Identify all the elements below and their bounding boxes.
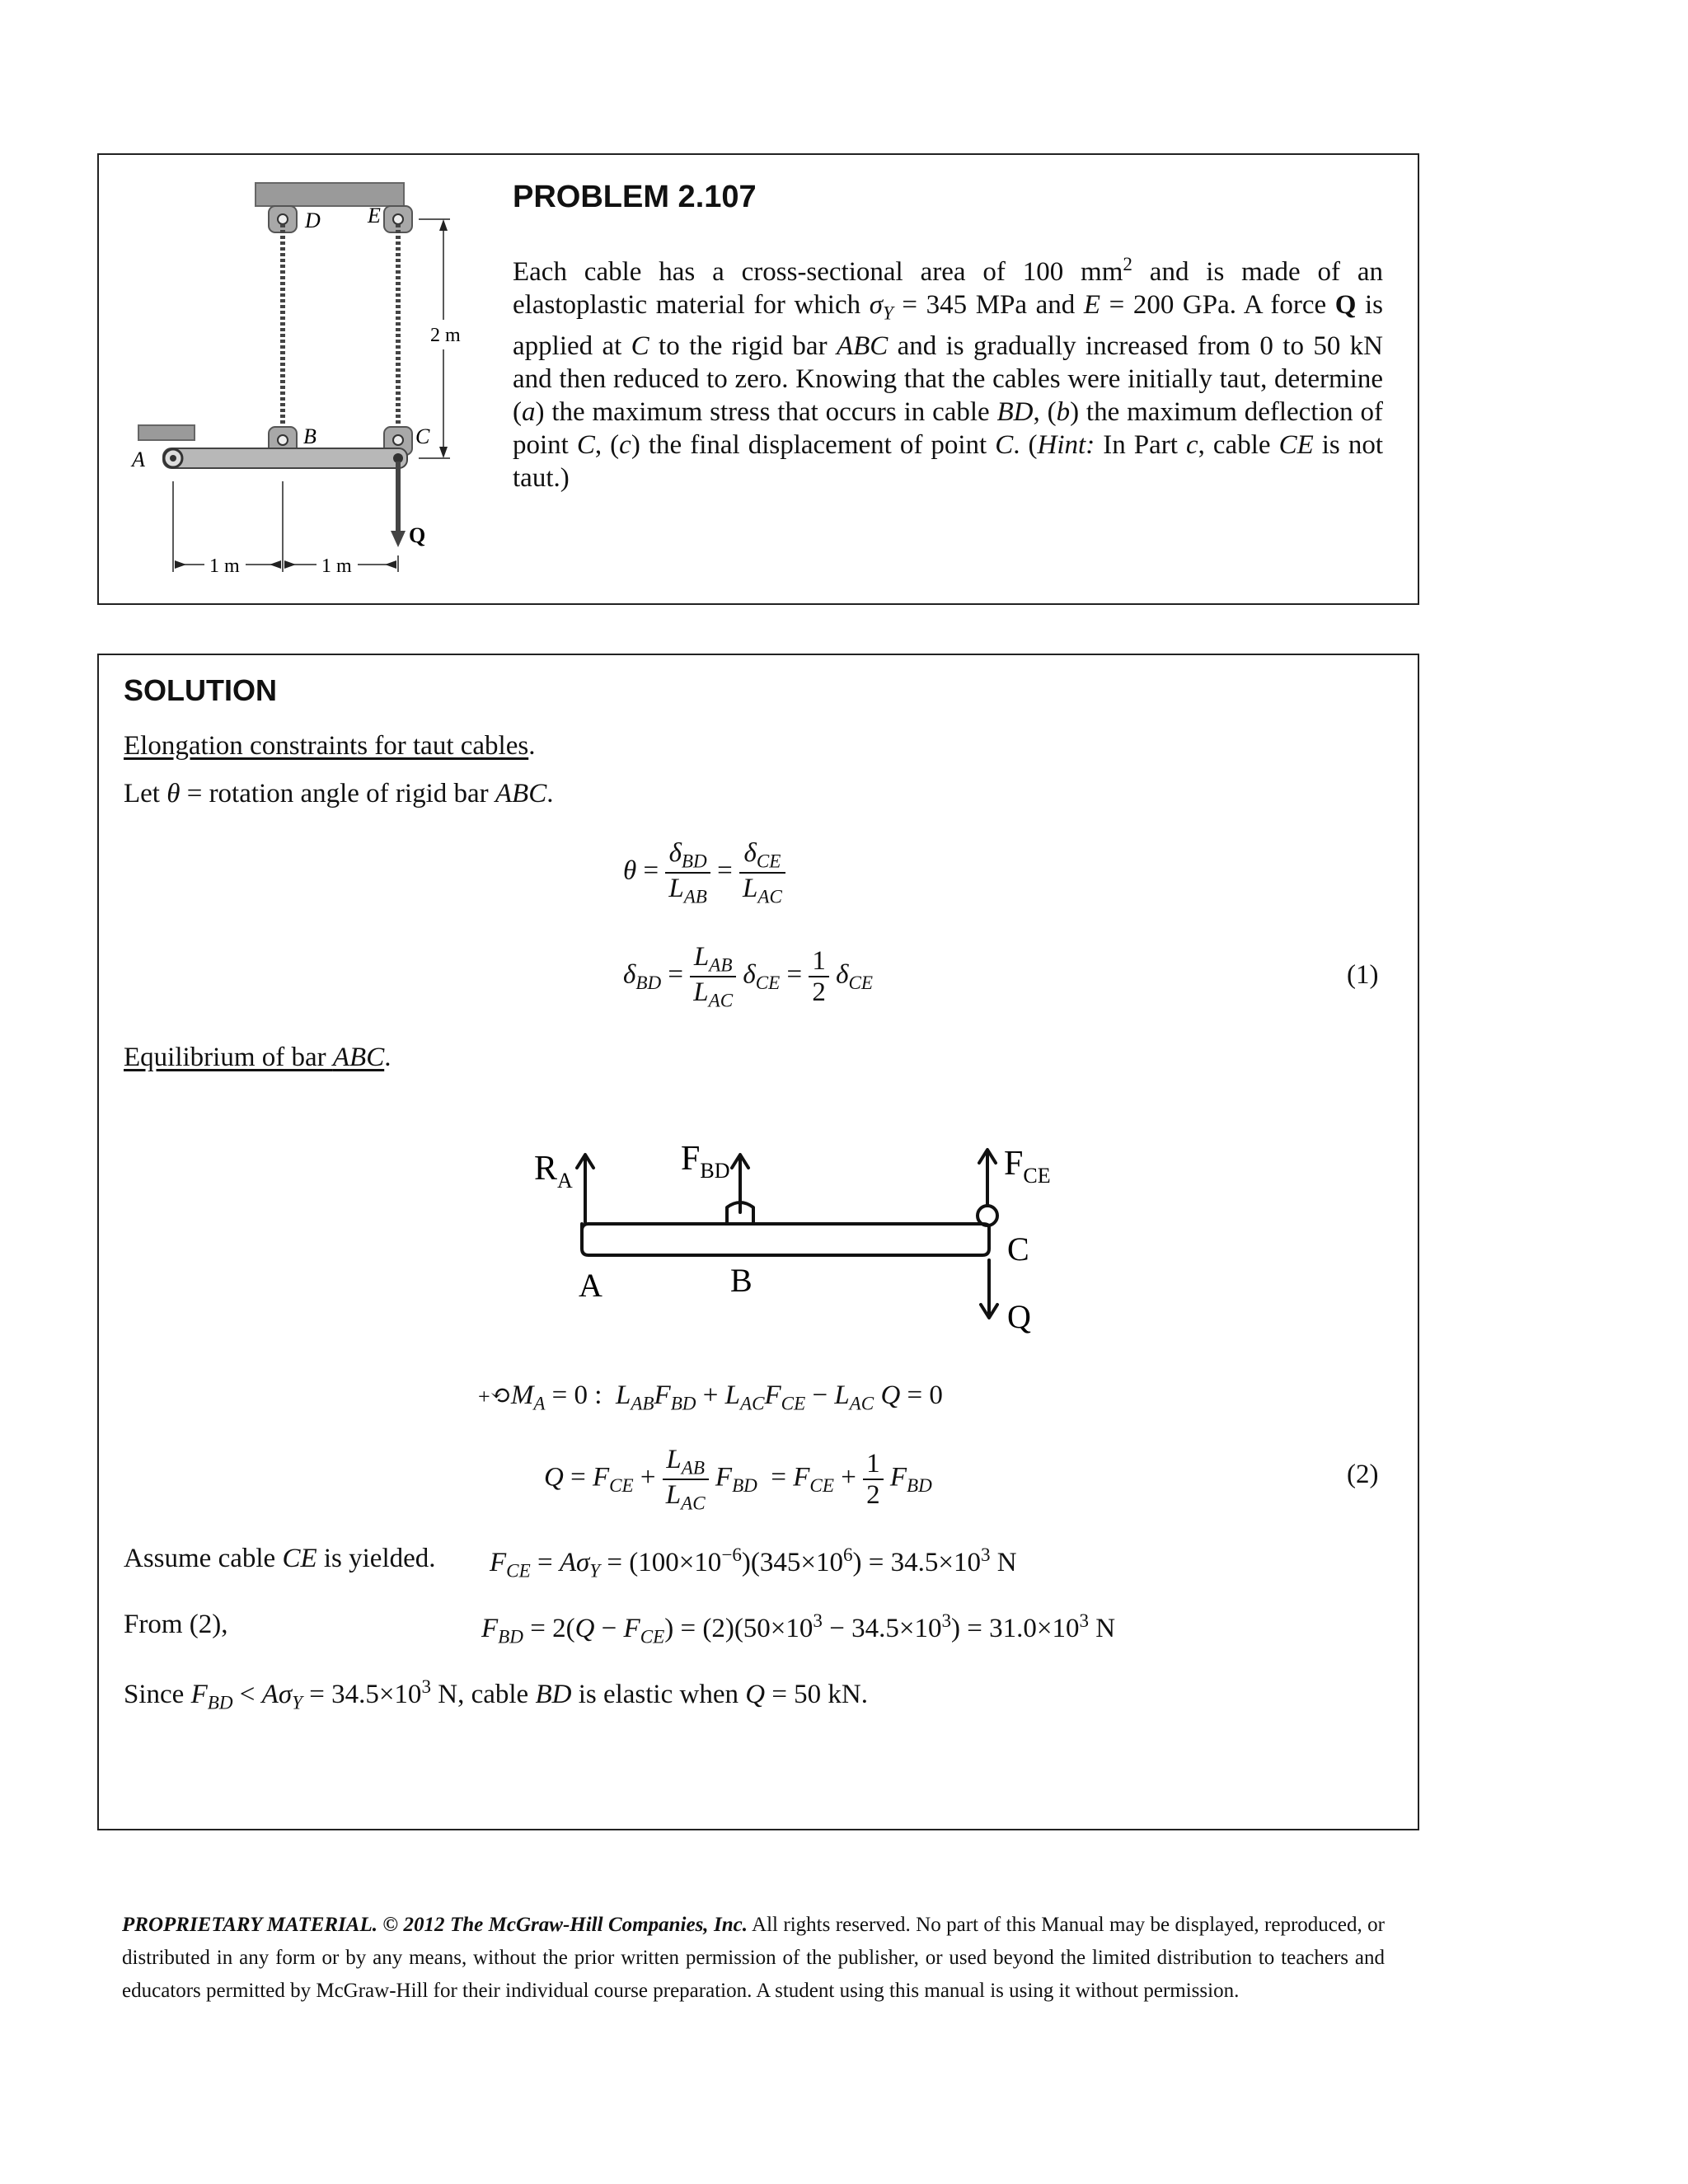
stmt-p1: Each cable has a cross-sectional area of 100 mm xyxy=(513,257,1123,287)
label-C: C xyxy=(415,424,430,448)
stmt-C3: C xyxy=(995,429,1014,460)
fbd-ra: $R_A$ xyxy=(534,1150,573,1193)
stmt-p4: = 200 GPa. A force xyxy=(1100,290,1335,320)
solution-box xyxy=(97,654,1419,1830)
equilibrium-heading: Equilibrium of bar xyxy=(124,1043,333,1072)
eq-theta: θ = $\frac{\delta_{BD}}{L_{AB}}$ = $\frac{\delta_{CE}}{L_{AC}}$ xyxy=(623,838,785,907)
stmt-E: E xyxy=(1083,290,1101,320)
free-body-diagram xyxy=(528,1140,1121,1346)
since-4: = 50 kN. xyxy=(765,1680,869,1709)
stmt-p12: ) the final displacement of point xyxy=(631,429,996,460)
footer-rest: All rights reserved. No part of this Manual may be displayed, reproduced, or distributed in any form or by any means, without the prior written permission of the publisher, or used beyond the limited distribution to teachers and educators permitted by McGraw-Hill for their individual course preparation. A student using this manual is using it without permission. xyxy=(122,1914,1385,2002)
stmt-BD: BD xyxy=(996,396,1034,427)
label-E: E xyxy=(368,204,381,227)
eq-q: $Q = F_{CE}$ + $\frac{L_{AB}}{L_{AC}}$ $F_{BD} = F_{CE}$ + $\frac{1}{2}$ $F_{BD}$ xyxy=(544,1445,932,1514)
stmt-b: b xyxy=(1056,396,1071,427)
problem-box xyxy=(97,153,1419,605)
footer-bold: PROPRIETARY MATERIAL. © 2012 The McGraw-Hill Companies, Inc. xyxy=(122,1914,748,1936)
stmt-sigma: σ xyxy=(869,290,883,320)
stmt-c2: c xyxy=(1185,429,1198,460)
stmt-hint: Hint: xyxy=(1037,429,1095,460)
fbd-fbd: $F_{BD}$ xyxy=(681,1140,730,1183)
problem-figure xyxy=(114,171,509,583)
dim-1m-left: 1 m xyxy=(209,555,240,577)
assume-2: is yielded. xyxy=(316,1544,436,1573)
elongation-heading: Elongation constraints for taut cables xyxy=(124,731,529,761)
copyright-footer xyxy=(122,1909,1385,2008)
stmt-p3: = 345 MPa and xyxy=(893,290,1084,320)
label-D: D xyxy=(305,209,321,232)
assume-ce: CE xyxy=(282,1544,317,1573)
stmt-c: c xyxy=(619,429,631,460)
stmt-p6: to the rigid bar xyxy=(649,330,837,361)
stmt-p1-sup: 2 xyxy=(1123,253,1132,274)
stmt-ABC: ABC xyxy=(836,330,889,361)
fbd-B: B xyxy=(730,1262,753,1299)
eq-delta-bd: $\delta_{BD}$ = $\frac{L_{AB}}{L_{AC}}$ $\delta_{CE}$ = $\frac{1}{2}$ $\delta_{CE}$ xyxy=(623,942,873,1011)
elongation-heading-line: Elongation constraints for taut cables. xyxy=(124,731,536,761)
eq-fce: $F_{CE} = A\sigma_Y = (100\times 10^{-6})(345\times 10^6) = 34.5\times 10^3$ N xyxy=(490,1544,1017,1582)
label-Q: Q xyxy=(409,523,426,547)
stmt-p9: , ( xyxy=(1033,396,1057,427)
fbd-Q: Q xyxy=(1007,1298,1031,1335)
stmt-C2: C xyxy=(576,429,595,460)
problem-statement xyxy=(513,247,1383,494)
stmt-p15: , cable xyxy=(1198,429,1279,460)
stmt-a: a xyxy=(522,396,536,427)
fbd-fce: $F_{CE}$ xyxy=(1004,1145,1051,1188)
from2-label: From (2), xyxy=(124,1610,228,1639)
let-line: Let θ = rotation angle of rigid bar ABC. xyxy=(124,779,554,808)
since-3: is elastic when xyxy=(571,1680,746,1709)
since-2: N, cable xyxy=(430,1680,536,1709)
label-B: B xyxy=(303,424,316,448)
stmt-p8: ) the maximum stress that occurs in cable xyxy=(535,396,997,427)
stmt-p11: , ( xyxy=(594,429,620,460)
stmt-Q: Q xyxy=(1334,290,1357,320)
dim-1m-right: 1 m xyxy=(321,555,352,577)
stmt-C: C xyxy=(631,330,649,361)
stmt-p14: In Part xyxy=(1095,429,1186,460)
since-1: Since xyxy=(124,1680,191,1709)
let-abc: ABC xyxy=(495,779,547,808)
eq1-tag: (1) xyxy=(1347,960,1379,990)
assume-1: Assume cable xyxy=(124,1544,283,1573)
stmt-p5: is applied at xyxy=(513,290,1384,361)
assume-text xyxy=(124,1544,436,1574)
eq-moment: $+⟲M_A = 0$ : $L_{AB}F_{BD} + L_{AC}F_{CE} - L_{AC}$ Q = 0 xyxy=(478,1380,943,1414)
stmt-p16: is not taut.) xyxy=(513,429,1383,493)
let-suffix: = rotation angle of rigid bar xyxy=(180,779,495,808)
stmt-CE: CE xyxy=(1278,429,1314,460)
solution-heading: SOLUTION xyxy=(124,673,277,707)
let-prefix: Let xyxy=(124,779,167,808)
stmt-p7: and is gradually increased from 0 to 50 kN and then reduced to zero. Knowing that the cables were initially taut, determine ( xyxy=(513,330,1384,427)
fbd-C: C xyxy=(1007,1230,1029,1268)
fbd-A: A xyxy=(579,1267,603,1304)
stmt-p2: and is made of an elastoplastic material for which xyxy=(513,257,1383,320)
stmt-p10: ) the maximum deflection of point xyxy=(513,396,1383,460)
since-line: Since $F_{BD} < A\sigma_Y = 34.5\times 10^3$ N, cable BD is elastic when Q = 50 kN. xyxy=(124,1675,869,1713)
stmt-p13: . ( xyxy=(1013,429,1038,460)
dim-2m: 2 m xyxy=(430,325,461,346)
eq2-tag: (2) xyxy=(1347,1460,1379,1489)
let-theta: θ xyxy=(166,779,181,808)
stmt-sigma-sub: Y xyxy=(882,302,893,324)
equilibrium-abc: ABC xyxy=(332,1043,385,1072)
label-A: A xyxy=(132,448,145,471)
equilibrium-heading-line: Equilibrium of bar ABC. xyxy=(124,1043,392,1072)
since-bd: BD xyxy=(535,1680,572,1709)
eq-fbd: $F_{BD} = 2(Q - F_{CE}) = (2)(50\times 10^3 - 34.5\times 10^3) = 31.0\times 10^3$ N xyxy=(481,1610,1116,1647)
problem-title: PROBLEM 2.107 xyxy=(513,180,757,214)
